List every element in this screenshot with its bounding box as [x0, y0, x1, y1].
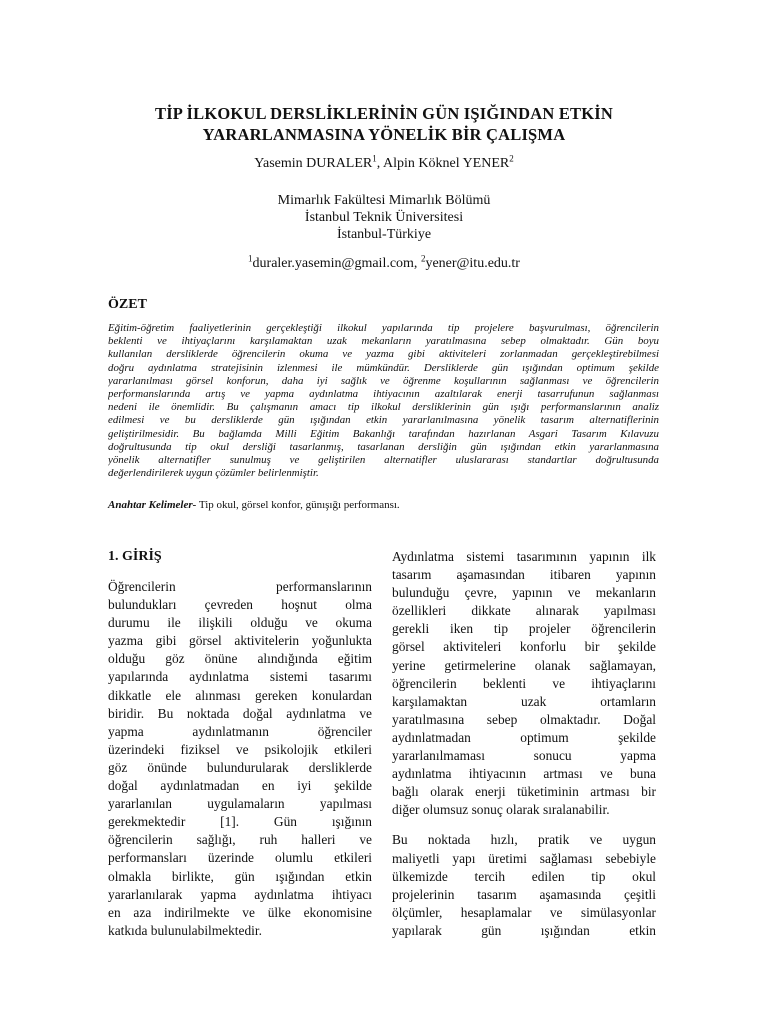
body-line: durumu ile ilişkili olduğu ve okuma — [108, 615, 372, 631]
body-line: karşılamaktan uzak ortamların — [392, 693, 656, 709]
body-line: yazma gibi görsel aktivitelerin yoğunlukta — [108, 633, 372, 649]
abstract-line: doğrultusunda tip okul dersliği tasarlanmış, tasarlanan dersliğin gün ışığından etkin yararlanmasına — [108, 440, 659, 453]
body-line: Bu noktada hızlı, pratik ve uygun — [392, 832, 656, 848]
abstract-line: değerlendirilerek uygun çözümler belirlenmiştir. — [108, 467, 319, 480]
keywords-text: Tip okul, görsel konfor, günışığı performansı. — [196, 499, 400, 511]
body-line: yararlanılarak yapma aydınlatma ihtiyacı — [108, 886, 372, 902]
abstract-line: yönelik alternatifler sunulmuş ve geliştirilen alternatifler uluslararası standartlar doğrultusunda — [108, 453, 659, 466]
body-line: doğal aydınlatmadan en iyi şekilde — [108, 778, 372, 794]
abstract-line: performanslarında artış ve yapma aydınlatma ihtiyacının azaltılarak enerji tasarrufunun sağlanması — [108, 387, 659, 400]
section-heading: 1. GİRİŞ — [108, 549, 162, 564]
paragraph-gap — [392, 819, 656, 831]
affiliation-line: Mimarlık Fakültesi Mimarlık Bölümü — [277, 193, 491, 208]
body-line: biridir. Bu noktada doğal aydınlatma ve — [108, 705, 372, 721]
author-1-sup: 1 — [372, 153, 377, 164]
body-line: projelerinin tasarım aşamasında çeşitli — [392, 886, 656, 902]
title-line-1: TİP İLKOKUL DERSLİKLERİNİN GÜN IŞIĞINDAN ETKİN — [154, 104, 614, 123]
right-column — [392, 548, 656, 940]
keywords-label: Anahtar Kelimeler- — [108, 499, 197, 511]
body-line: ölçümler, hesaplamalar ve simülasyonlar — [392, 904, 656, 920]
author-2-sup: 2 — [509, 153, 514, 164]
affiliation-line: İstanbul Teknik Üniversitesi — [304, 210, 464, 225]
body-line: öğrencilerin beklenti ve ihtiyaçlarını — [392, 675, 656, 691]
body-line: maliyetli yapı üretimi sağlaması sebebiyle — [392, 850, 656, 866]
body-line: öğrencilerin sağlığı, ruh halleri ve — [108, 832, 372, 848]
email-1-sup: 1 — [248, 253, 253, 264]
body-line: Öğrencilerin performanslarının — [108, 579, 372, 594]
body-line: tasarım aşamasından itibaren yapının — [392, 567, 656, 583]
abstract-line: beklenti ve ihtiyaçlarını karşılamaktan uzak mekanların yaratılmasına sebep olmaktadır. Gün boyu — [108, 335, 659, 348]
body-line: aydınlatma ihtiyacının artması ve buna — [392, 766, 656, 782]
abstract-line: edilmesi ve bu dersliklerde gün ışığından etkin yararlanılmasına yönelik tasarım alternatiflerinin — [108, 414, 659, 427]
email-line — [100, 255, 668, 272]
paper-title — [100, 103, 668, 145]
body-line: yerine getirmelerine olanak sağlamayan, — [392, 657, 656, 673]
left-column — [108, 548, 372, 940]
author-line — [100, 155, 668, 172]
body-line: özellikleri dikkate alınarak yapılması — [392, 603, 656, 619]
author-1: Yasemin DURALER — [254, 156, 373, 171]
body-line: göz önünde bulundurularak dersliklerde — [108, 759, 372, 775]
body-line: en aza indirilmekte ve ülke ekonomisine — [108, 904, 372, 920]
body-line: dikkatle ele alınması gereken konulardan — [108, 687, 372, 703]
email-1: duraler.yasemin@gmail.com, — [252, 256, 421, 271]
body-line: yapma aydınlatmanın öğrenciler — [108, 723, 372, 739]
email-2-sup: 2 — [420, 253, 426, 264]
body-line: bulundukları çevreden hoşnut olma — [108, 597, 372, 613]
body-line: ülkemizde tercih edilen tip okul — [392, 868, 656, 884]
abstract-line: Eğitim-öğretim faaliyetlerinin gerçekleştiği ilkokul yapılarında tip projelere başvurulması, öğrencilerin — [108, 322, 659, 334]
abstract-line: geliştirilmesidir. Bu bağlamda Milli Eğitim Bakanlığı tarafından hazırlanan Asgari Tasarım Kılavuzu — [108, 427, 659, 440]
abstract-line: doğru aydınlatma stratejisinin izlenmesi ile mümkündür. Dersliklerde gün ışığından optimum şekilde — [108, 361, 659, 374]
body-line: diğer olumsuz sonuç olarak sıralanabilir. — [392, 802, 610, 818]
abstract-line: kullanılan dersliklerde öğrencilerin okuma ve yazma gibi aktiviteleri zorlanmadan gerçekleştirebilmesi — [108, 348, 659, 361]
body-line: gerekli iken tip projeler öğrencilerin — [392, 621, 656, 637]
abstract-heading: ÖZET — [108, 297, 147, 312]
body-line: aydınlatmadan optimum şekilde — [392, 729, 656, 745]
body-line: görsel aktiviteleri konforlu bir şekilde — [392, 639, 656, 655]
abstract-line: yararlanılması görsel konforun, daha iyi sağlık ve öğrenme koşullarının sağlanması ve öğrencilerin — [108, 374, 659, 387]
body-line: Aydınlatma sistemi tasarımının yapının ilk — [392, 549, 656, 564]
body-line: yaratılmasına sebep olmaktadır. Doğal — [392, 711, 656, 727]
body-line: olmakla birlikte, gün ışığından etkin — [108, 868, 372, 884]
abstract-body — [108, 322, 659, 480]
body-line: yararlanılmaması sonucu yapma — [392, 748, 656, 764]
body-line: gerekmektedir [1]. Gün ışığının — [108, 814, 372, 830]
body-line: yararlanılan uygulamaların yapılması — [108, 796, 372, 812]
title-line-2: YARARLANMASINA YÖNELİK BİR ÇALIŞMA — [202, 125, 566, 144]
keywords — [108, 499, 400, 511]
author-separator: , — [376, 156, 383, 171]
affiliation-line: İstanbul-Türkiye — [336, 227, 432, 242]
body-line: bağlı olarak enerji tüketiminin artması bir — [392, 784, 656, 800]
body-line: yapılarında aydınlatma sistemi tasarımı — [108, 669, 372, 685]
abstract-line: nedeni ile önemlidir. Bu çalışmanın amacı tip ilkokul dersliklerinin gün ışığı performanslarının analiz — [108, 401, 659, 414]
body-line: üzerindeki fiziksel ve psikolojik etkileri — [108, 741, 372, 757]
body-line: bulunduğu çevre, yapının ve mekanların — [392, 585, 656, 601]
affiliation — [100, 192, 668, 243]
email-2: yener@itu.edu.tr — [425, 256, 520, 271]
author-2: Alpin Köknel YENER — [382, 156, 510, 171]
body-line: performansları üzerinde olumlu etkileri — [108, 850, 372, 866]
body-line: yapılarak gün ışığından etkin — [392, 922, 656, 938]
body-line: katkıda bulunulabilmektedir. — [108, 922, 262, 938]
body-line: olduğu göz önüne alındığında eğitim — [108, 651, 372, 667]
